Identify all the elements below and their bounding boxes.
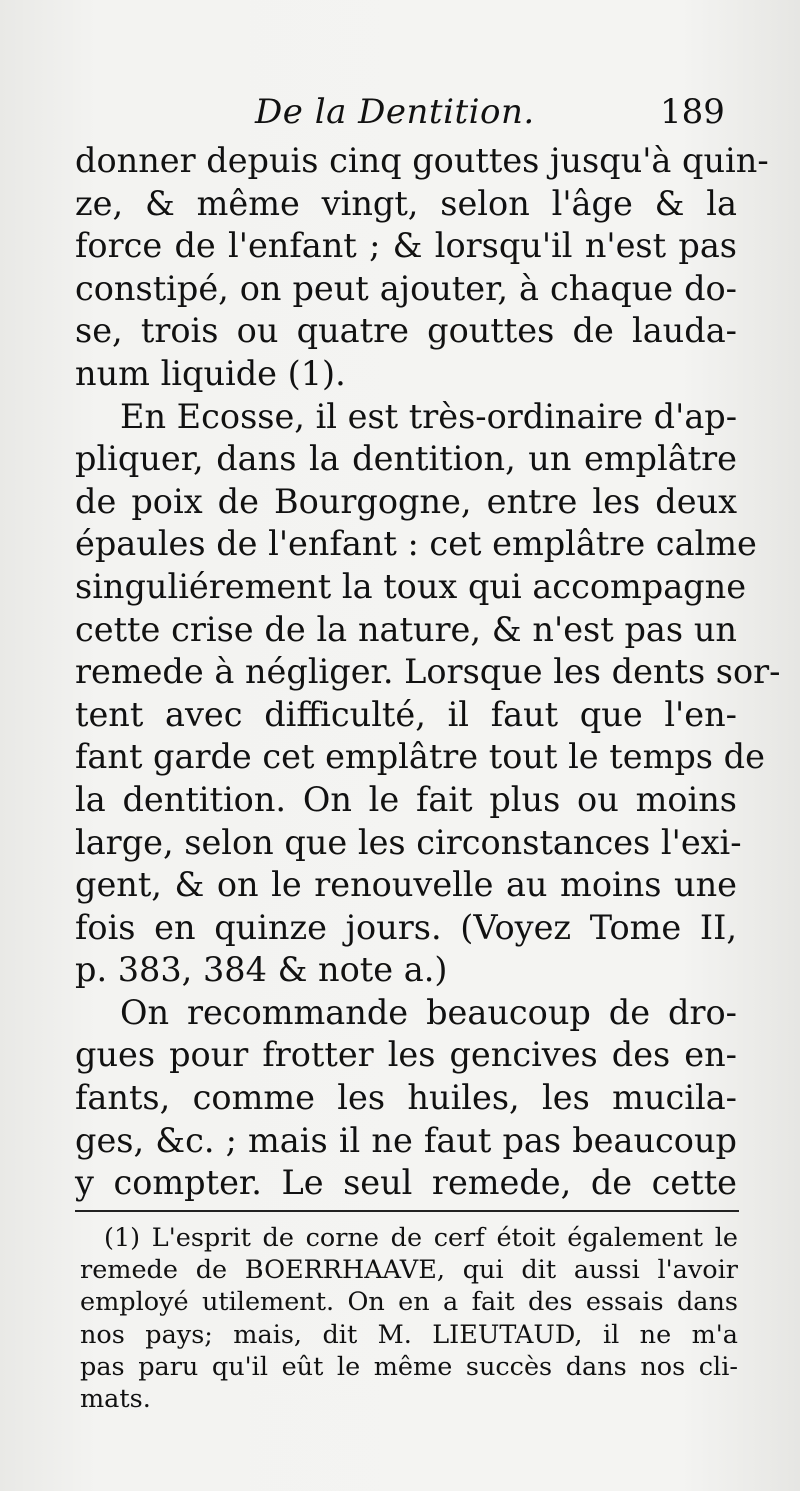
paragraph-start: En Ecosse, il est très-ordinaire d'ap- [120, 396, 738, 436]
text-line: cette crise de la nature, & n'est pas un [75, 609, 737, 649]
text-line: fants, comme les huiles, les mucila- [75, 1078, 737, 1118]
text-line: ges, &c. ; mais il ne faut pas beaucoup [75, 1120, 737, 1160]
text-line: de poix de Bourgogne, entre les deux [75, 481, 737, 521]
text-line: donner depuis cinq gouttes jusqu'à quin- [75, 141, 769, 180]
footnote-line: mats. [80, 1383, 151, 1414]
text-line: remede à négliger. Lorsque les dents sor- [75, 652, 781, 692]
footnote-line: employé utilement. On en a fait des essais dans [80, 1287, 738, 1318]
text-line: y compter. Le seul remede, de cette [75, 1163, 737, 1203]
text-line: pliquer, dans la dentition, un emplâtre [75, 439, 737, 479]
text-line: fant garde cet emplâtre tout le temps de [75, 737, 765, 777]
paragraph-start: On recommande beaucoup de dro- [120, 992, 737, 1032]
text-line: se, trois ou quatre gouttes de lauda- [75, 311, 737, 351]
footnote-line: remede de BOERRHAAVE, qui dit aussi l'avoir [80, 1255, 738, 1286]
text-line: singuliérement la toux qui accompagne [75, 566, 747, 606]
text-line: épaules de l'enfant : cet emplâtre calme [75, 524, 757, 564]
text-line: gues pour frotter les gencives des en- [75, 1035, 737, 1075]
running-head: De la Dentition. [255, 92, 535, 132]
text-line: p. 383, 384 & note a.) [75, 950, 448, 990]
main-text [75, 140, 781, 1205]
footnote-line: nos pays; mais, dit M. LIEUTAUD, il ne m'a [80, 1319, 738, 1350]
footnote-divider [75, 1210, 739, 1212]
text-line: num liquide (1). [75, 353, 346, 393]
footnote [80, 1222, 738, 1415]
text-line: gent, & on le renouvelle au moins une [75, 865, 737, 905]
text-line: ze, & même vingt, selon l'âge & la [75, 183, 737, 223]
text-line: constipé, on peut ajouter, à chaque do- [75, 268, 737, 308]
footnote-line: (1) L'esprit de corne de cerf étoit également le [104, 1223, 738, 1253]
page-header [0, 92, 800, 140]
text-line: force de l'enfant ; & lorsqu'il n'est pas [75, 226, 737, 266]
page-number: 189 [660, 92, 725, 132]
footnote-line: pas paru qu'il eût le même succès dans nos cli- [80, 1351, 738, 1382]
text-line: large, selon que les circonstances l'exi- [75, 822, 742, 862]
text-line: fois en quinze jours. (Voyez Tome II, [75, 907, 737, 947]
text-line: la dentition. On le fait plus ou moins [75, 779, 737, 819]
text-line: tent avec difficulté, il faut que l'en- [75, 694, 737, 734]
